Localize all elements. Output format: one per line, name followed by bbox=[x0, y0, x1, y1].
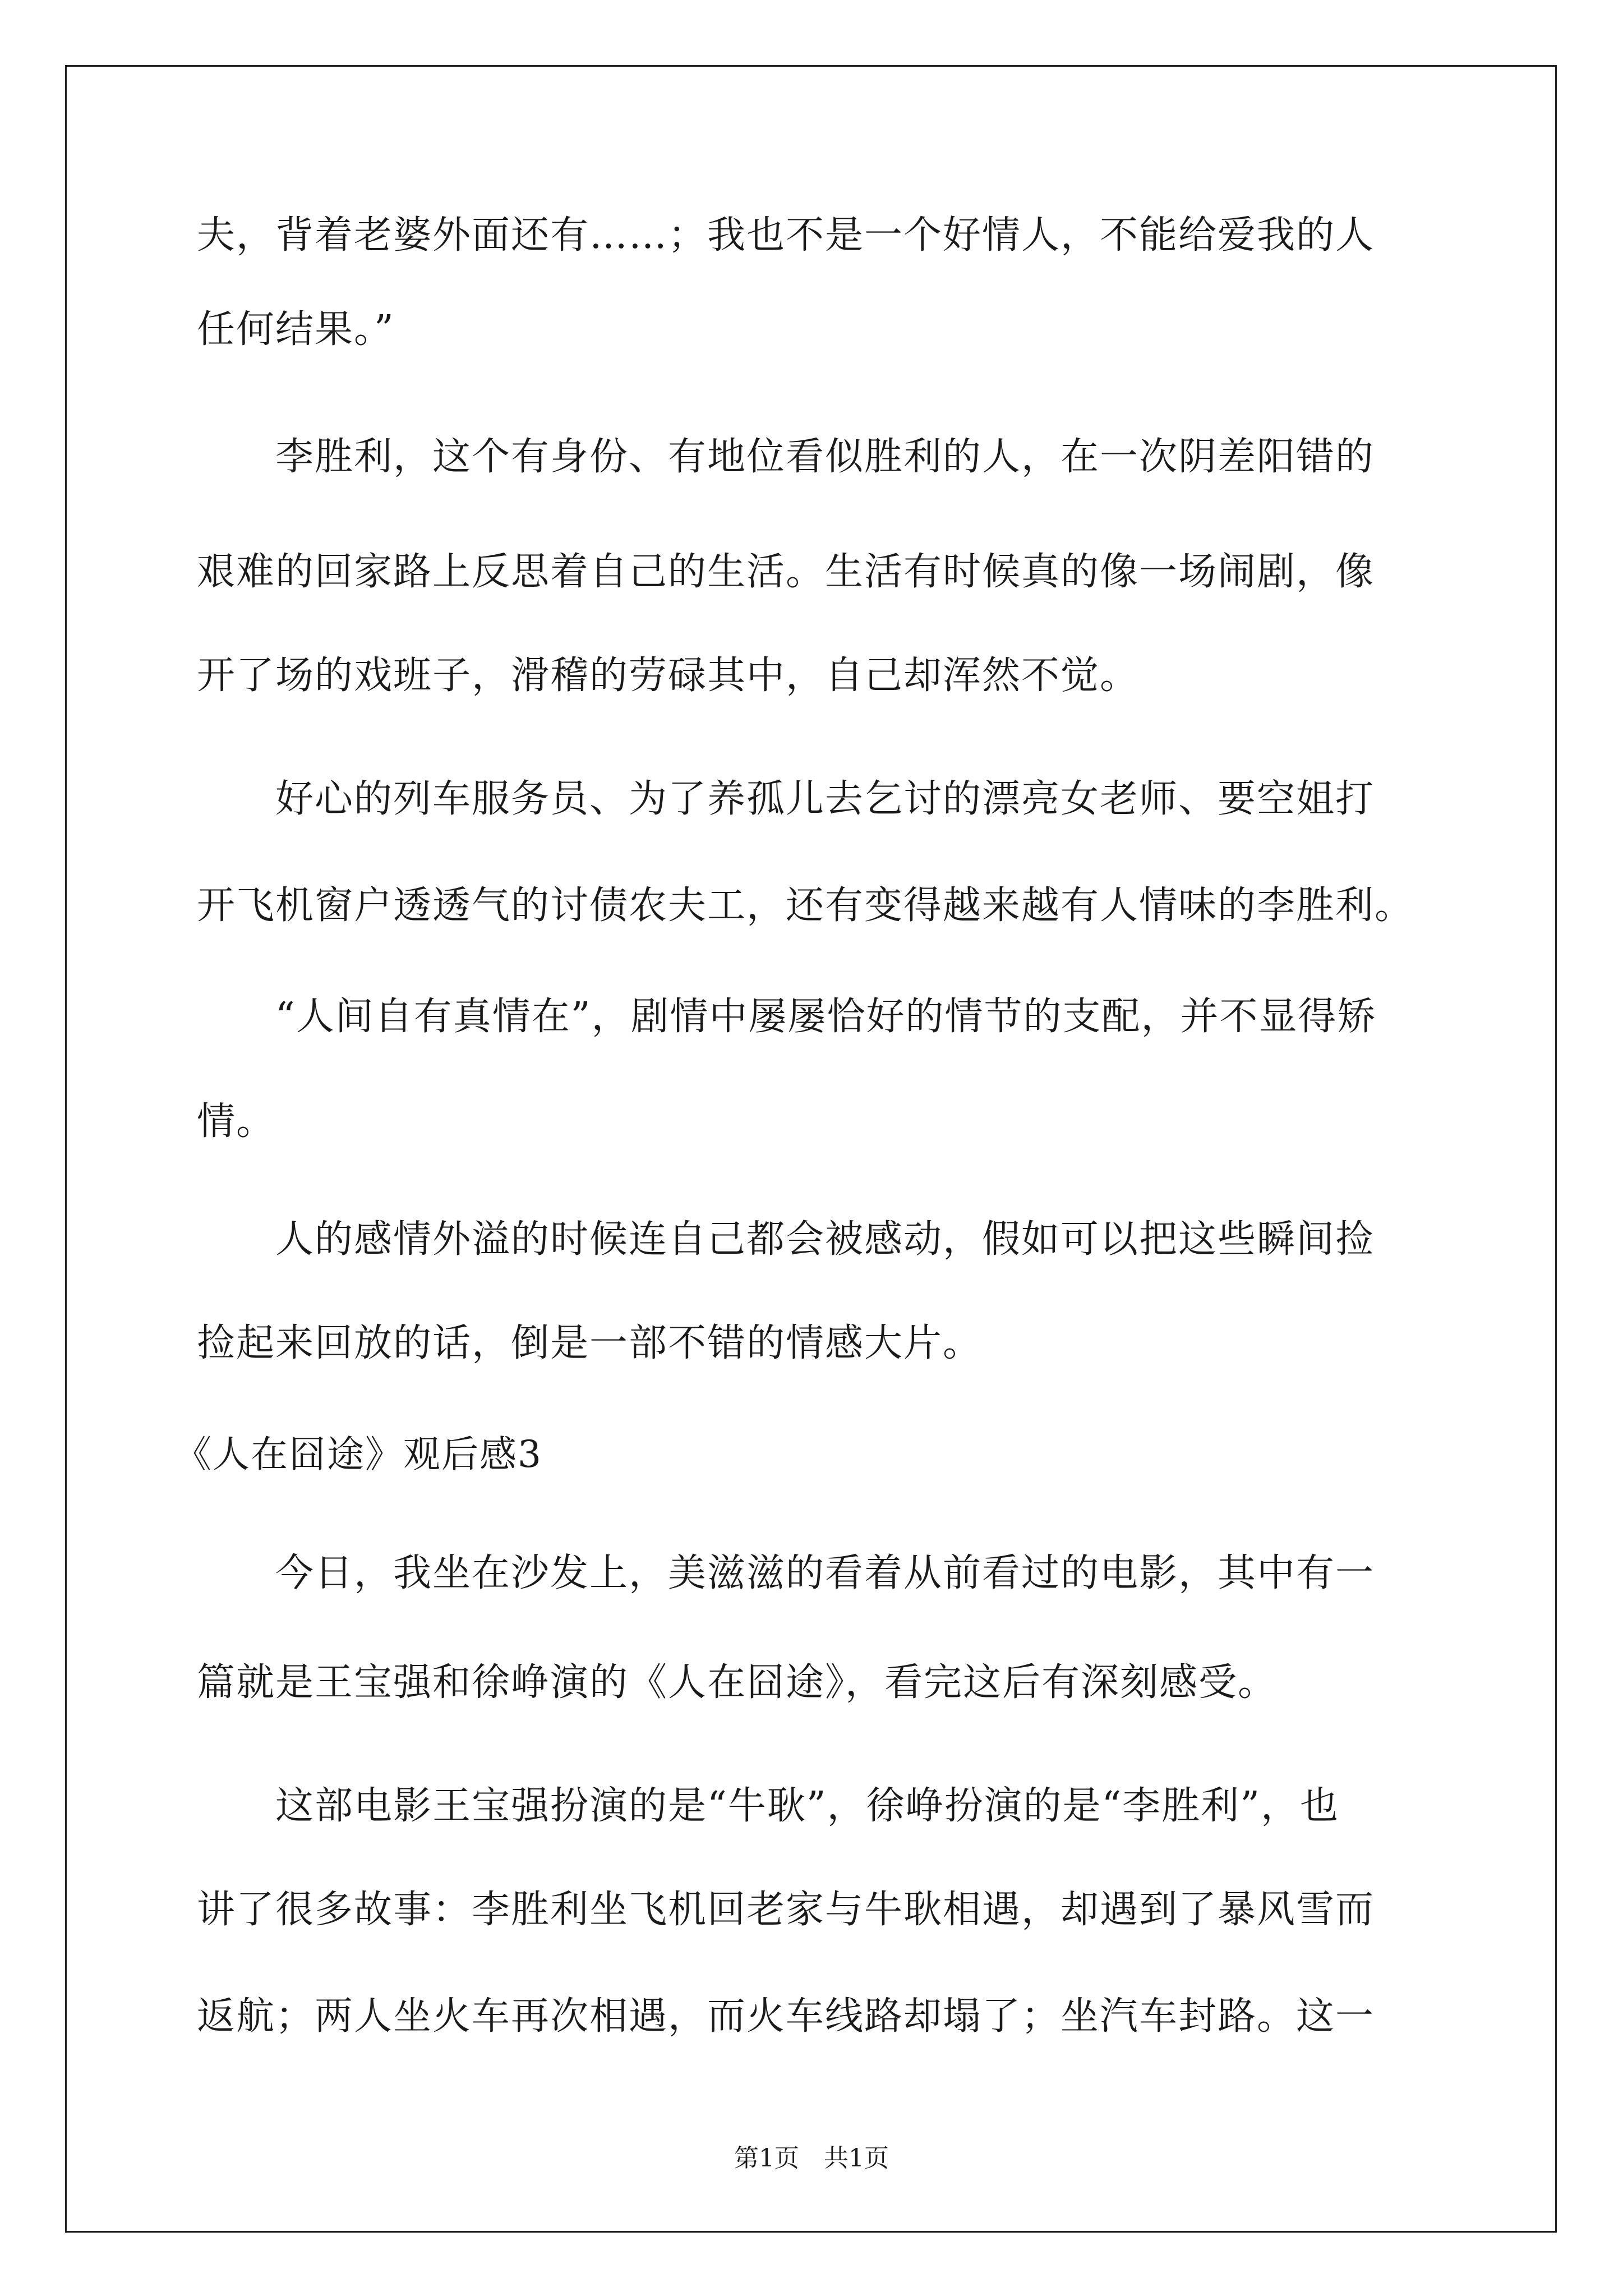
paragraph-line: 讲了很多故事：李胜利坐飞机回老家与牛耿相遇，却遇到了暴风雪而 bbox=[197, 1888, 1375, 1932]
paragraph-line: 篇就是王宝强和徐峥演的《人在囧途》，看完这后有深刻感受。 bbox=[197, 1660, 1278, 1705]
paragraph-line: 艰难的回家路上反思着自己的生活。生活有时候真的像一场闹剧，像 bbox=[197, 550, 1375, 594]
paragraph-line: 情。 bbox=[197, 1099, 276, 1144]
paragraph-line: 好心的列车服务员、为了养孤儿去乞讨的漂亮女老师、要空姐打 bbox=[197, 777, 1375, 821]
paragraph-line: 任何结果。” bbox=[197, 307, 395, 352]
paragraph-line: 今日，我坐在沙发上，美滋滋的看着从前看过的电影，其中有一 bbox=[197, 1551, 1375, 1595]
paragraph-line: 开了场的戏班子，滑稽的劳碌其中，自己却浑然不觉。 bbox=[197, 654, 1140, 698]
paragraph-line: 这部电影王宝强扮演的是“牛耿”，徐峥扮演的是“李胜利”，也 bbox=[197, 1784, 1340, 1828]
paragraph-line: 李胜利，这个有身份、有地位看似胜利的人，在一次阴差阳错的 bbox=[197, 435, 1375, 479]
paragraph-line: 捡起来回放的话，倒是一部不错的情感大片。 bbox=[197, 1321, 983, 1365]
paragraph-line: 夫，背着老婆外面还有……；我也不是一个好情人，不能给爱我的人 bbox=[197, 213, 1375, 257]
paragraph-line: 开飞机窗户透透气的讨债农夫工，还有变得越来越有人情味的李胜利。 bbox=[197, 884, 1414, 928]
page-number-footer: 第1页 共1页 bbox=[734, 2144, 889, 2173]
paragraph-line: “人间自有真情在”，剧情中屡屡恰好的情节的支配，并不显得矫 bbox=[197, 995, 1377, 1039]
paragraph-line: 人的感情外溢的时候连自己都会被感动，假如可以把这些瞬间捡 bbox=[197, 1217, 1375, 1262]
paragraph-line: 返航；两人坐火车再次相遇，而火车线路却塌了；坐汽车封路。这一 bbox=[197, 1994, 1375, 2039]
section-heading: 《人在囧途》观后感3 bbox=[174, 1433, 542, 1476]
